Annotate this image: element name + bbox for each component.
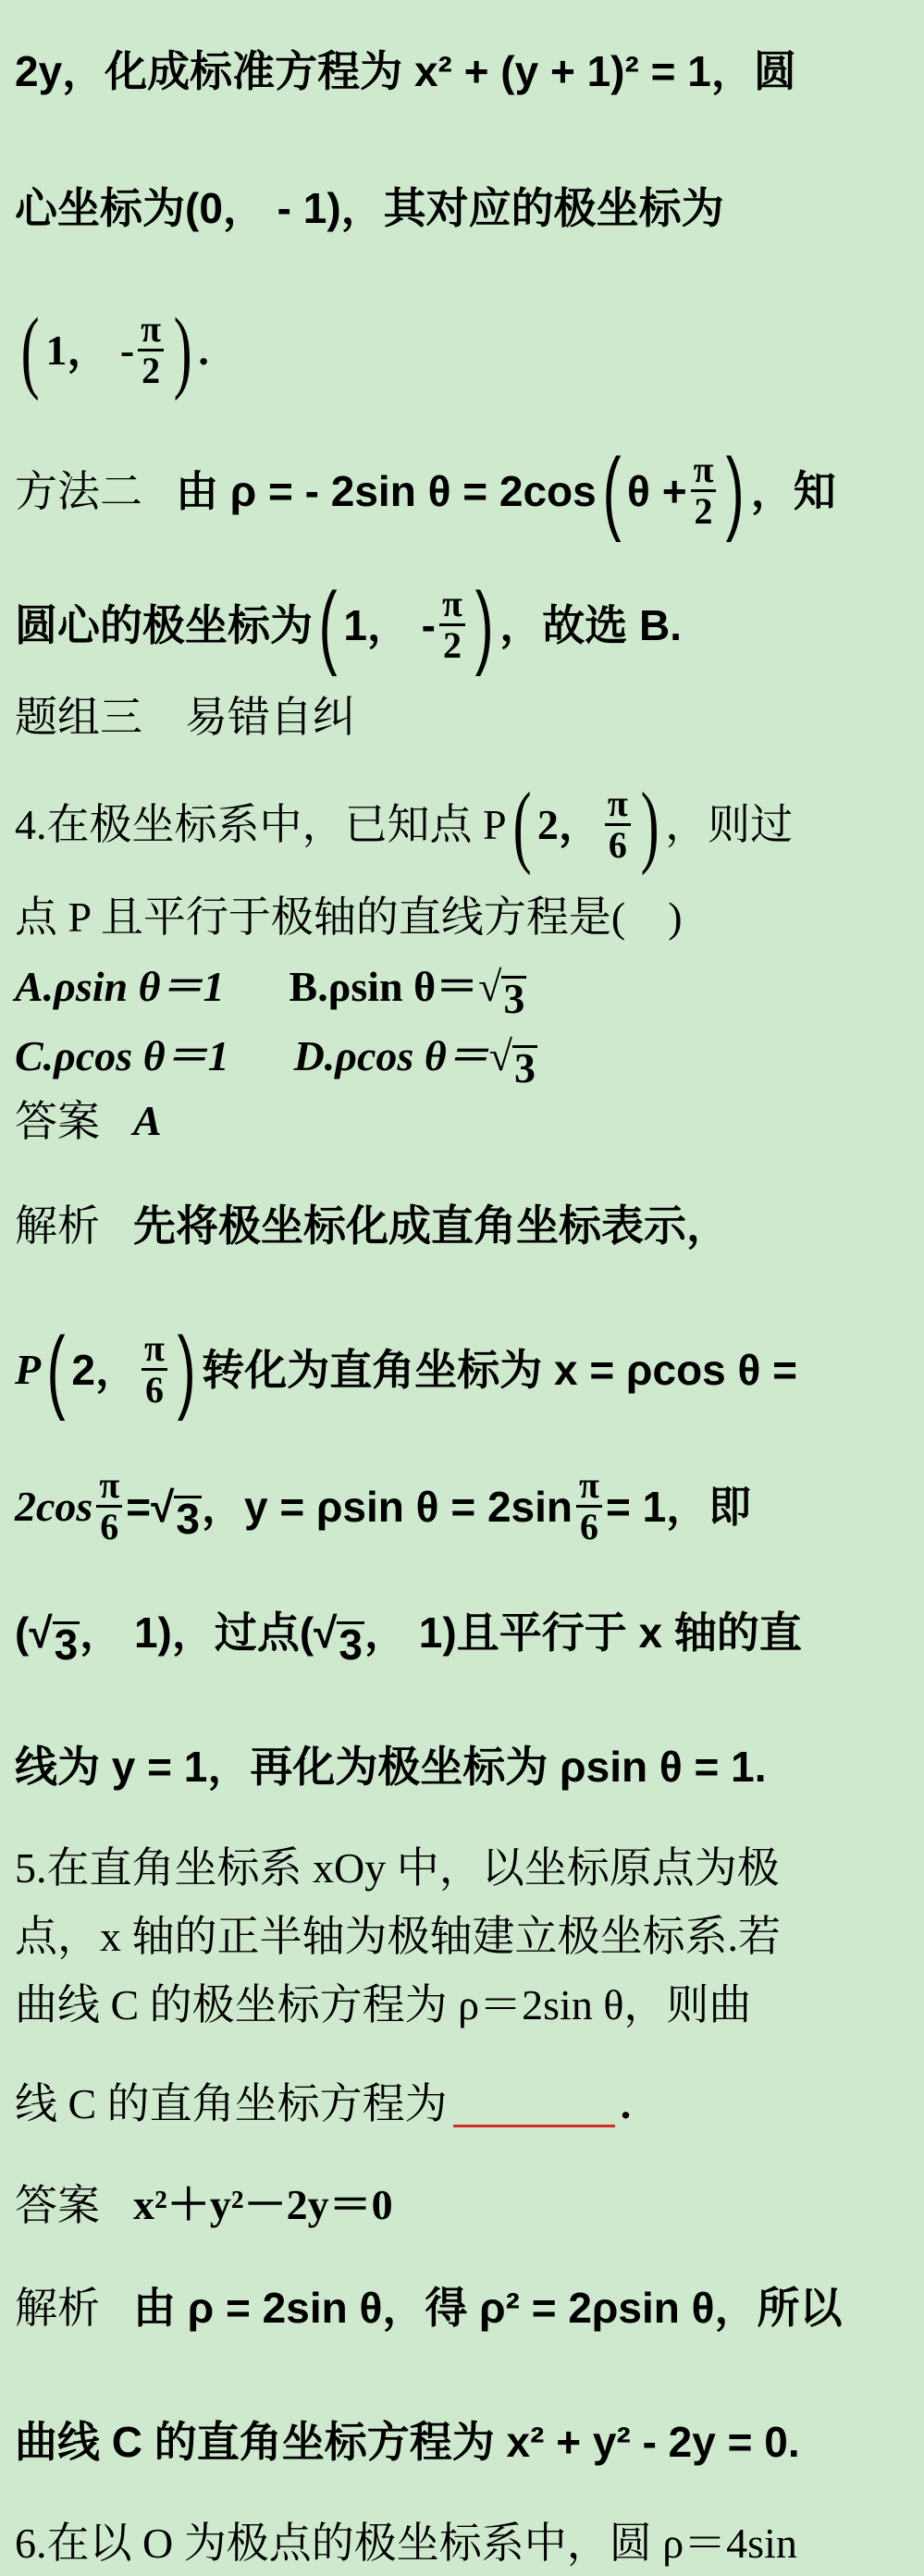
- text-line: [15, 1734, 909, 1799]
- text-segment: 由 ρ = - 2sin θ = 2cos: [176, 466, 597, 515]
- fraction-denominator: 2: [442, 624, 462, 666]
- options-line: [15, 955, 909, 1022]
- fraction-numerator: π: [138, 310, 164, 351]
- sqrt-three: √ 3: [29, 1608, 79, 1669]
- right-paren: ): [726, 438, 745, 543]
- text-segment: 1， -: [45, 326, 135, 374]
- analysis-label: 解析: [15, 1201, 100, 1251]
- text-segment: 先将极坐标化成直角坐标表示，: [133, 1202, 729, 1250]
- question-line: [15, 885, 909, 950]
- text-segment: (: [15, 1608, 30, 1657]
- right-paren: ): [177, 1317, 196, 1422]
- option-a: A.ρsin θ＝1: [15, 963, 225, 1010]
- sqrt-three: √ 3: [478, 963, 525, 1022]
- text-segment: 转化为直角坐标为 x = ρcos θ =: [202, 1345, 798, 1394]
- fraction-denominator: 6: [608, 824, 627, 866]
- text-segment: 心坐标为(0， - 1)，其对应的极坐标为: [15, 184, 724, 232]
- answer-value: A: [133, 1097, 162, 1144]
- text-segment: ， 1)，过点(: [80, 1608, 314, 1657]
- text-segment: 5.在直角坐标系 xOy 中，以坐标原点为极: [15, 1844, 780, 1892]
- analysis-line: [15, 1193, 909, 1258]
- fraction: [605, 784, 631, 865]
- fraction-numerator: π: [576, 1466, 602, 1508]
- method-label: 方法二: [15, 465, 142, 516]
- fraction-denominator: 2: [142, 350, 161, 391]
- text-segment: 2y，化成标准方程为 x² + (y + 1)² = 1，圆: [15, 47, 796, 95]
- math-line: [15, 1466, 909, 1547]
- answer-value: x²＋y²－2y＝0: [133, 2181, 393, 2228]
- text-segment: 由 ρ = 2sin θ，得 ρ² = 2ρsin θ，所以: [133, 2284, 843, 2332]
- text-segment: 圆心的极坐标为: [15, 600, 313, 649]
- answer-blank: [453, 2082, 615, 2127]
- question-line: [15, 1836, 909, 1901]
- text-segment: 题组三 易错自纠: [15, 692, 355, 742]
- math-line: [15, 438, 909, 543]
- question-line: [15, 2072, 909, 2137]
- answer-line: [15, 1089, 909, 1153]
- left-paren: (: [602, 438, 622, 543]
- text-segment: 4.在极坐标系中，已知点 P: [15, 800, 507, 848]
- sqrt-three: √ 3: [151, 1482, 200, 1543]
- section-heading: [15, 684, 909, 749]
- fraction: [138, 310, 164, 390]
- right-paren: ): [640, 772, 659, 876]
- answer-label: 答案: [15, 2180, 100, 2230]
- text-segment: = 1，即: [605, 1482, 752, 1531]
- text-line: [15, 39, 909, 104]
- text-segment: 曲线 C 的极坐标方程为 ρ＝2sin θ，则曲: [15, 1981, 752, 2028]
- text-segment: 2，: [536, 800, 601, 848]
- question-line: [15, 1904, 909, 1969]
- answer-label: 答案: [15, 1096, 100, 1146]
- text-segment: 6.在以 O 为极点的极坐标系中，圆 ρ＝4sin: [15, 2520, 797, 2567]
- analysis-line: [15, 2275, 909, 2340]
- text-segment: 点 P 且平行于极轴的直线方程是( ): [15, 894, 683, 941]
- fraction: [576, 1466, 602, 1547]
- question-line: [15, 1973, 909, 2038]
- fraction-numerator: π: [439, 585, 465, 626]
- math-line: [15, 573, 909, 677]
- sqrt-three: √ 3: [488, 1032, 536, 1091]
- left-paren: (: [20, 298, 40, 401]
- option-b: B.ρsin θ＝: [289, 963, 479, 1010]
- text-segment: 线为 y = 1，再化为极坐标为 ρsin θ = 1.: [15, 1743, 767, 1791]
- options-line: [15, 1024, 909, 1089]
- text-segment: ，知: [750, 466, 836, 515]
- option-c: C.ρcos θ＝1: [15, 1032, 229, 1079]
- math-line: [15, 298, 909, 401]
- fraction: [142, 1329, 167, 1410]
- math-line: [15, 1600, 909, 1669]
- text-segment: 2，: [71, 1345, 139, 1394]
- fraction: [691, 450, 717, 531]
- left-paren: (: [46, 1317, 66, 1422]
- fraction-numerator: π: [96, 1466, 122, 1508]
- fraction-denominator: 2: [694, 490, 713, 532]
- left-paren: (: [512, 772, 532, 876]
- text-segment: P: [15, 1345, 42, 1393]
- text-line: [15, 2410, 909, 2474]
- fraction-denominator: 6: [100, 1506, 119, 1547]
- text-segment: 1， -: [343, 600, 436, 649]
- math-line: [15, 1317, 909, 1422]
- right-paren: ): [474, 573, 494, 677]
- text-segment: ，则过: [665, 800, 794, 848]
- analysis-label: 解析: [15, 2283, 100, 2333]
- question-line: [15, 772, 909, 876]
- text-segment: =: [126, 1482, 152, 1531]
- sqrt-three: √ 3: [314, 1608, 363, 1669]
- text-segment: 线 C 的直角坐标方程为: [15, 2080, 448, 2127]
- fraction-denominator: 6: [579, 1506, 598, 1547]
- right-paren: ): [173, 298, 192, 401]
- fraction-numerator: π: [691, 450, 717, 492]
- text-segment: .: [198, 326, 209, 374]
- fraction-denominator: 6: [144, 1369, 164, 1411]
- text-segment: .: [620, 2080, 632, 2127]
- text-segment: ， 1)且平行于 x 轴的直: [364, 1608, 802, 1657]
- text-segment: ，故选 B.: [499, 600, 683, 649]
- fraction-numerator: π: [142, 1329, 167, 1371]
- text-segment: 2cos: [15, 1482, 93, 1530]
- text-segment: 曲线 C 的直角坐标方程为 x² + y² - 2y = 0.: [15, 2418, 800, 2466]
- text-segment: θ +: [627, 466, 687, 515]
- answer-line: [15, 2173, 909, 2237]
- fraction-numerator: π: [605, 784, 631, 826]
- left-paren: (: [318, 573, 338, 677]
- fraction: [439, 585, 465, 665]
- text-line: [15, 176, 909, 240]
- text-segment: 点，x 轴的正半轴为极轴建立极坐标系.若: [15, 1913, 781, 1960]
- text-segment: ，y = ρsin θ = 2sin: [201, 1482, 573, 1531]
- option-d: D.ρcos θ＝: [293, 1032, 489, 1079]
- fraction: [96, 1466, 122, 1547]
